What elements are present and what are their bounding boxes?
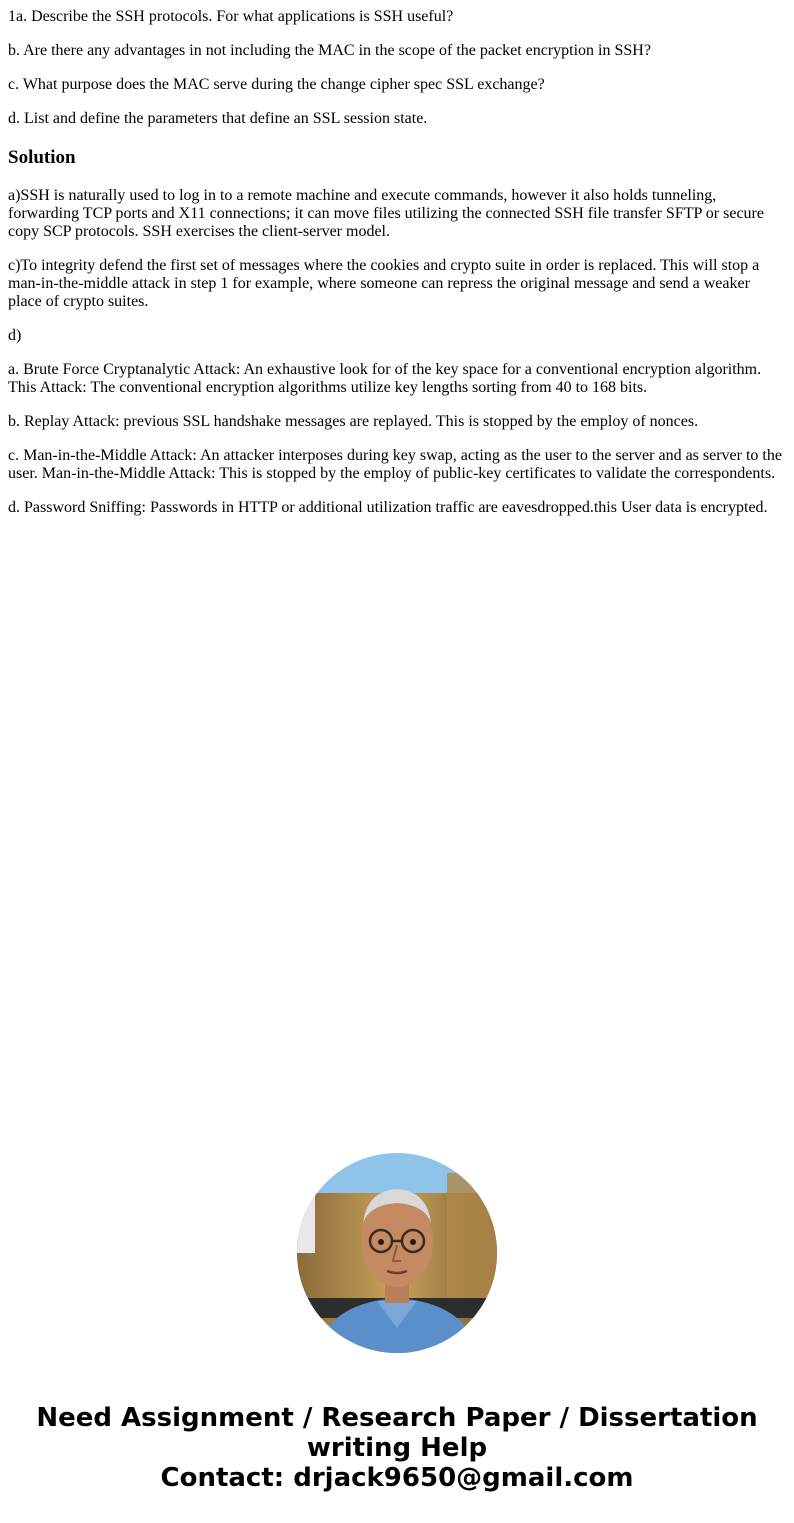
solution-paragraph-a: a)SSH is naturally used to log in to a remote machine and execute commands, however it also holds tunneling, forwarding TCP ports and X11 connections; it can move files utilizing the connected SSH file transfer SFTP or secure copy SCP protocols. SSH exercises the client-server model. <box>8 187 764 240</box>
author-portrait-illustration <box>297 1153 497 1353</box>
question-b: b. Are there any advantages in not including the MAC in the scope of the packet encryption in SSH? <box>8 42 651 59</box>
solution-paragraph-d-label: d) <box>8 327 22 344</box>
footer-contact-banner <box>0 1403 794 1493</box>
solution-paragraph-c: c)To integrity defend the first set of messages where the cookies and crypto suite in order is replaced. This will stop a man-in-the-middle attack in step 1 for example, where someone can repress the original message and send a weaker place of crypto suites. <box>8 257 760 310</box>
footer-line-2: writing Help <box>306 1433 488 1463</box>
footer-line-1: Need Assignment / Research Paper / Dissertation <box>36 1403 758 1433</box>
author-avatar <box>297 1153 497 1353</box>
question-1a: 1a. Describe the SSH protocols. For what applications is SSH useful? <box>8 8 454 25</box>
question-c: c. What purpose does the MAC serve during the change cipher spec SSL exchange? <box>8 76 545 93</box>
solution-item-password-sniffing: d. Password Sniffing: Passwords in HTTP or additional utilization traffic are eavesdropped.this User data is encrypted. <box>8 499 768 516</box>
solution-item-replay: b. Replay Attack: previous SSL handshake messages are replayed. This is stopped by the employ of nonces. <box>8 413 699 430</box>
solution-item-mitm: c. Man-in-the-Middle Attack: An attacker interposes during key swap, acting as the user to the server and as server to the user. Man-in-the-Middle Attack: This is stopped by the employ of public-key certificates to validate the correspondents. <box>8 447 782 482</box>
solution-heading: Solution <box>8 147 76 168</box>
solution-item-brute-force: a. Brute Force Cryptanalytic Attack: An exhaustive look for of the key space for a conventional encryption algorithm. This Attack: The conventional encryption algorithms utilize key lengths sorting from 40 to 168 bits. <box>8 361 762 396</box>
question-d: d. List and define the parameters that define an SSL session state. <box>8 110 428 127</box>
footer-contact-email: Contact: drjack9650@gmail.com <box>160 1463 634 1493</box>
document-body <box>8 0 786 533</box>
